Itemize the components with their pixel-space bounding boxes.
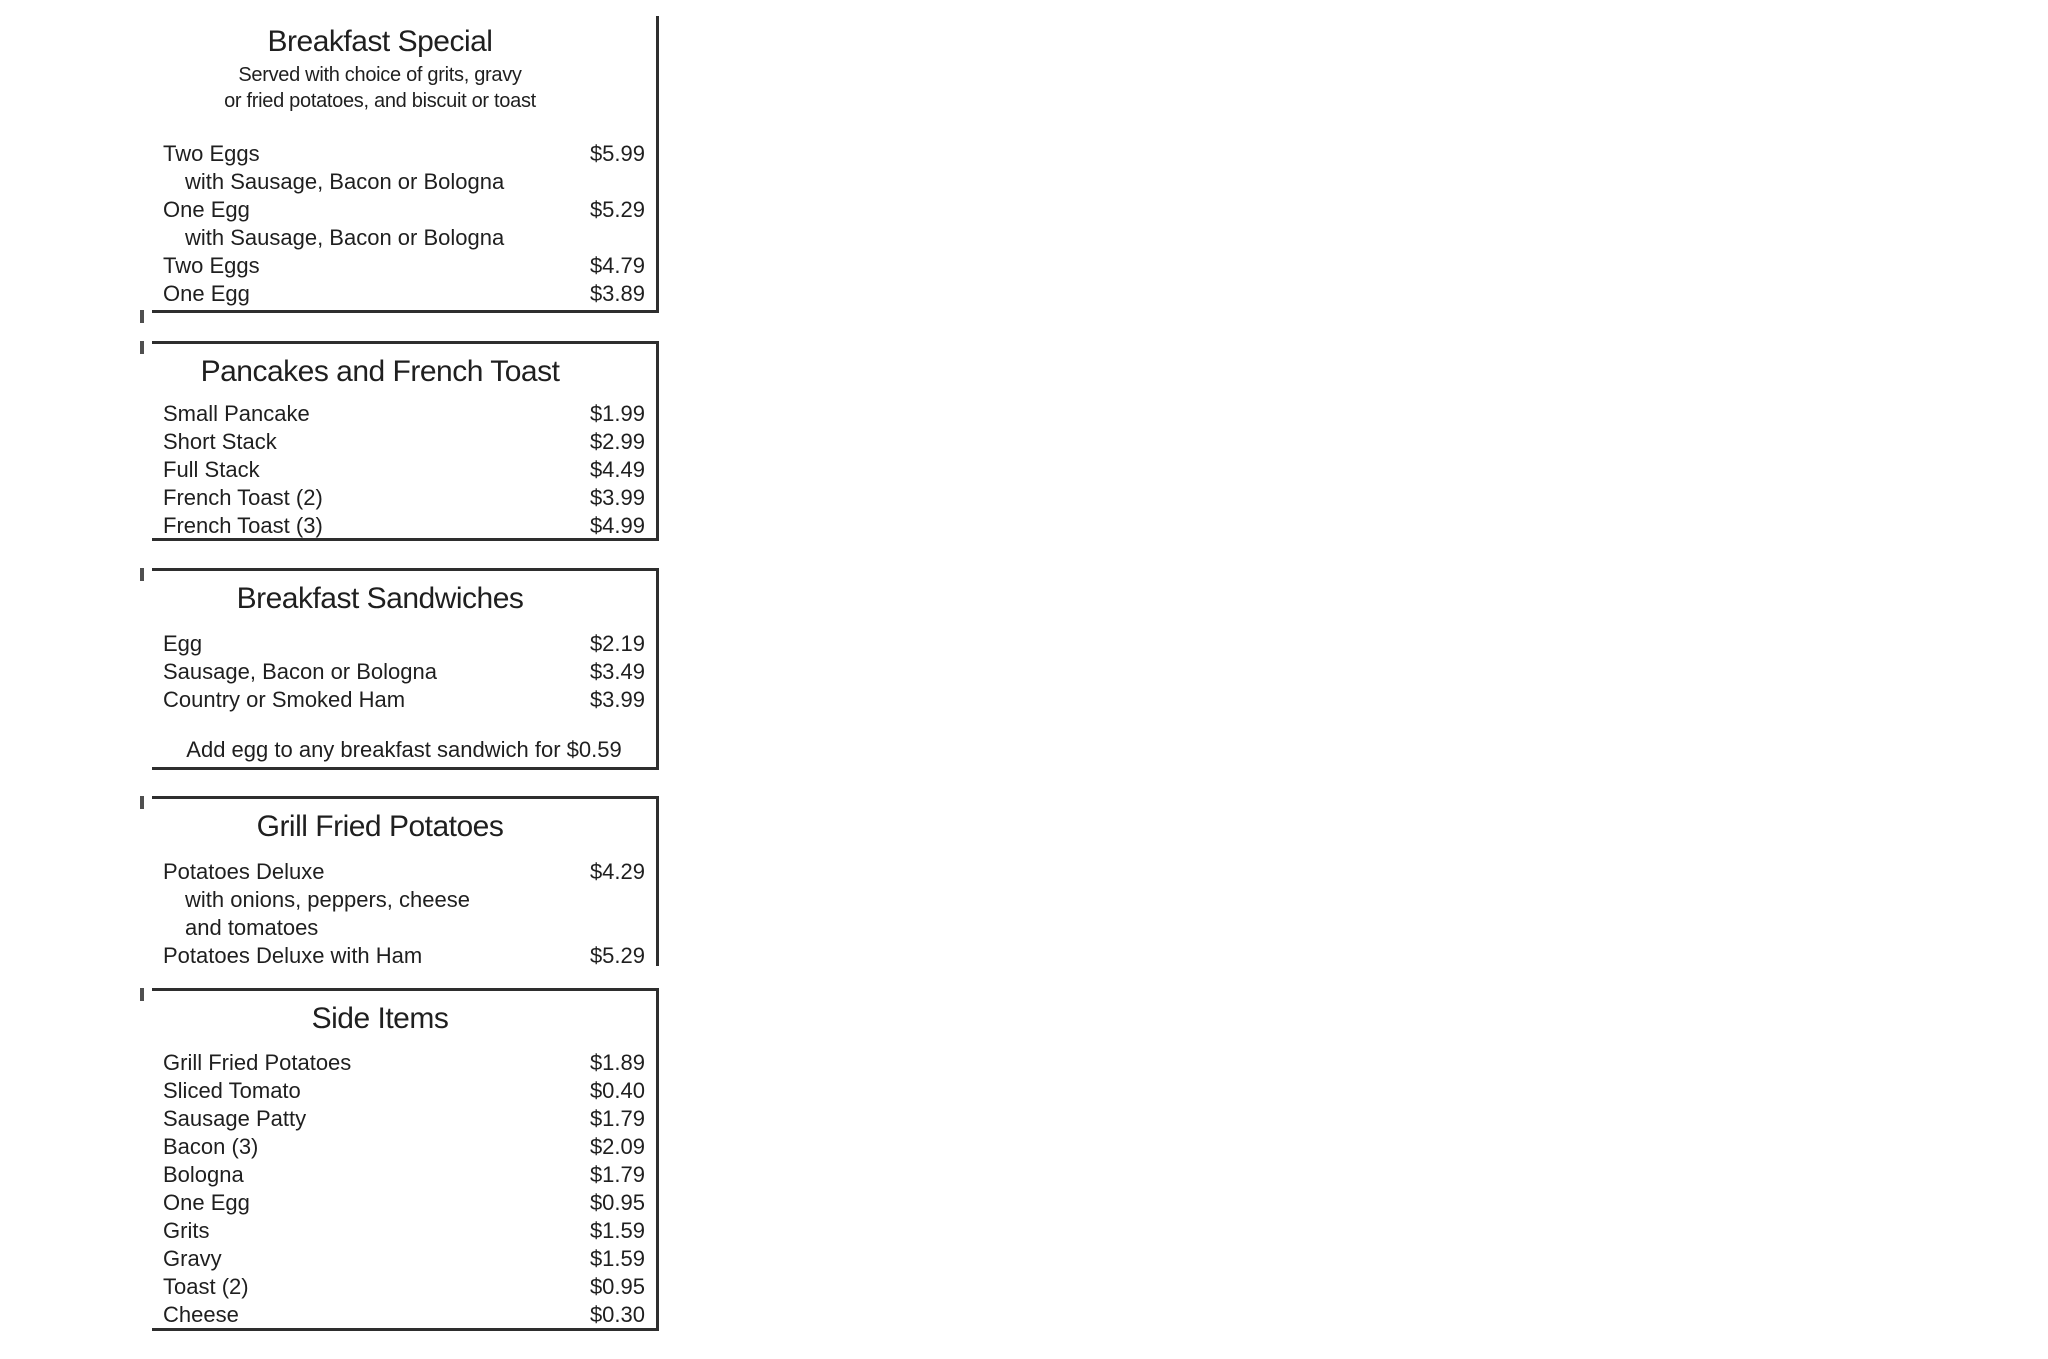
menu-item-price: $1.59: [589, 1246, 645, 1271]
menu-item-row: [152, 686, 656, 714]
menu-item-row: [152, 280, 656, 308]
menu-item-price: $1.99: [589, 401, 645, 426]
menu-item-name: Bacon (3): [163, 1134, 259, 1159]
menu-item-name: One Egg: [163, 1190, 250, 1215]
menu-item-row: [152, 140, 656, 168]
section-note: Add egg to any breakfast sandwich for $0.59: [186, 737, 622, 762]
section-subtitle: [152, 62, 608, 114]
menu-item-name: Toast (2): [163, 1274, 249, 1299]
menu-item-name: Sliced Tomato: [163, 1078, 301, 1103]
menu-item-name: French Toast (3): [163, 513, 323, 538]
border-artifact: [140, 988, 144, 1001]
menu-item-name: Full Stack: [163, 457, 260, 482]
menu-item-row: [152, 400, 656, 428]
menu-item-price: $2.99: [589, 429, 645, 454]
menu-item-name: Potatoes Deluxe with Ham: [163, 943, 423, 968]
menu-item-name: Egg: [163, 631, 203, 656]
menu-item-list: [152, 1049, 656, 1329]
menu-item-row: [152, 1105, 656, 1133]
menu-item-price: $1.79: [589, 1162, 645, 1187]
menu-section-breakfast-sandwiches: [152, 568, 659, 770]
menu-item-name: Bologna: [163, 1162, 244, 1187]
menu-item-price: $3.99: [589, 687, 645, 712]
menu-item-row: [152, 1189, 656, 1217]
menu-item-price: $5.29: [589, 197, 645, 222]
menu-item-name: One Egg: [163, 281, 250, 306]
menu-item-row: [152, 484, 656, 512]
menu-item-price: $0.30: [589, 1302, 645, 1327]
menu-item-price: $0.40: [589, 1078, 645, 1103]
menu-item-price: $2.09: [589, 1134, 645, 1159]
menu-item-price: $3.89: [589, 281, 645, 306]
section-title: Pancakes and French Toast: [200, 355, 560, 388]
menu-section-grill-fried-potatoes: [152, 796, 659, 966]
menu-item-row: [152, 942, 656, 970]
menu-item-price: $5.29: [589, 943, 645, 968]
menu-item-name: Sausage Patty: [163, 1106, 307, 1131]
menu-item-price: $5.99: [589, 141, 645, 166]
menu-item-price: $1.79: [589, 1106, 645, 1131]
menu-section-side-items: [152, 988, 659, 1331]
menu-item-name: One Egg: [163, 197, 250, 222]
menu-item-name: Cheese: [163, 1302, 239, 1327]
section-subtitle-line: Served with choice of grits, gravy: [238, 64, 522, 86]
menu-item-row: [152, 512, 656, 540]
menu-item-row: [152, 1133, 656, 1161]
menu-item-row: [152, 658, 656, 686]
menu-item-row: [152, 1077, 656, 1105]
menu-item-price: $4.49: [589, 457, 645, 482]
menu-item-list: [152, 400, 656, 540]
menu-item-name: Grits: [163, 1218, 210, 1243]
menu-item-description-line: with Sausage, Bacon or Bologna: [185, 225, 505, 250]
section-title: Breakfast Sandwiches: [236, 582, 524, 615]
menu-item-description-line: with Sausage, Bacon or Bologna: [185, 169, 505, 194]
menu-item-row: [152, 1161, 656, 1189]
menu-item-name: Small Pancake: [163, 401, 310, 426]
menu-item-name: Sausage, Bacon or Bologna: [163, 659, 437, 684]
menu-item-row: [152, 252, 656, 280]
menu-item-list: [152, 630, 656, 714]
menu-item-row: [152, 1049, 656, 1077]
menu-item-name: Potatoes Deluxe: [163, 859, 325, 884]
border-artifact: [140, 310, 144, 323]
section-title: Side Items: [311, 1002, 449, 1035]
menu-item-list: [152, 140, 656, 308]
section-title: Grill Fried Potatoes: [256, 810, 504, 843]
menu-item-name: French Toast (2): [163, 485, 323, 510]
border-artifact: [140, 341, 144, 354]
menu-item-price: $2.19: [589, 631, 645, 656]
menu-item-name: Gravy: [163, 1246, 222, 1271]
menu-item-row: [152, 428, 656, 456]
menu-item-name: Grill Fried Potatoes: [163, 1050, 352, 1075]
menu-item-name: Country or Smoked Ham: [163, 687, 406, 712]
menu-item-price: $3.49: [589, 659, 645, 684]
menu-item-price: $1.59: [589, 1218, 645, 1243]
menu-item-row: [152, 196, 656, 224]
section-title: Breakfast Special: [267, 25, 493, 58]
menu-item-price: $0.95: [589, 1190, 645, 1215]
menu-item-price: $4.79: [589, 253, 645, 278]
menu-item-name: Short Stack: [163, 429, 277, 454]
menu-item-description-line: with onions, peppers, cheese: [185, 887, 470, 912]
menu-item-row: [152, 1273, 656, 1301]
section-subtitle-line: or fried potatoes, and biscuit or toast: [224, 90, 536, 112]
menu-item-row: [152, 858, 656, 886]
menu-item-description-line: and tomatoes: [185, 915, 319, 940]
menu-item-price: $3.99: [589, 485, 645, 510]
menu-item-price: $1.89: [589, 1050, 645, 1075]
menu-item-row: [152, 630, 656, 658]
menu-item-row: [152, 1301, 656, 1329]
menu-item-price: $4.29: [589, 859, 645, 884]
menu-item-row: [152, 1245, 656, 1273]
menu-item-price: $0.95: [589, 1274, 645, 1299]
menu-item-price: $4.99: [589, 513, 645, 538]
menu-section-breakfast-special: [152, 16, 659, 313]
menu-item-row: [152, 1217, 656, 1245]
menu-item-row: [152, 456, 656, 484]
border-artifact: [140, 796, 144, 809]
menu-section-pancakes-and-french-toast: [152, 341, 659, 541]
menu-item-list: [152, 858, 656, 970]
menu-item-name: Two Eggs: [163, 253, 260, 278]
border-artifact: [140, 568, 144, 581]
menu-item-name: Two Eggs: [163, 141, 260, 166]
